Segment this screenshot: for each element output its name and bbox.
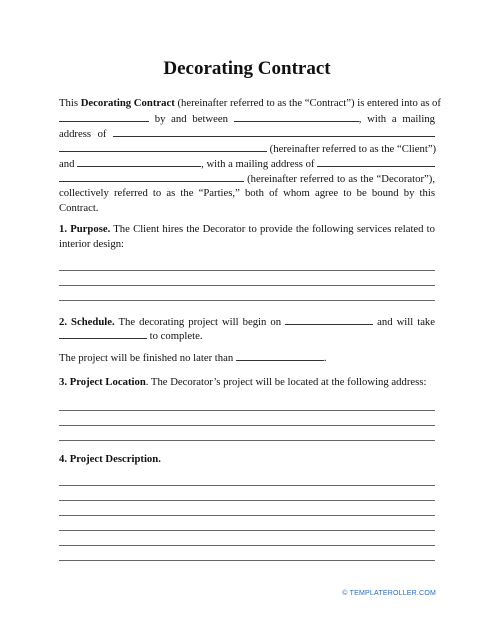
decorator-address-field[interactable] <box>317 156 435 167</box>
purpose-heading: 1. Purpose. <box>59 223 111 235</box>
schedule-line-3: The project will be finished no later than . <box>59 352 327 364</box>
purpose-line-2: interior design: <box>59 238 125 250</box>
schedule-line-1: 2. Schedule. The decorating project will begin on and will take <box>59 316 436 328</box>
description-blank-line[interactable] <box>59 500 435 501</box>
purpose-blank-line[interactable] <box>59 285 435 286</box>
footer-watermark[interactable]: © TEMPLATEROLLER.COM <box>342 590 436 597</box>
decorator-name-field[interactable] <box>77 156 201 167</box>
intro-line-5: and , with a mailing address of <box>59 156 435 171</box>
intro-line-1: This Decorating Contract (hereinafter referred to as the “Contract”) is entered into as of <box>59 97 441 109</box>
location-heading: 3. Project Location <box>59 376 146 388</box>
location-blank-line[interactable] <box>59 425 435 426</box>
description-line-1 <box>59 452 435 466</box>
intro-line-8: Contract. <box>59 202 99 214</box>
purpose-blank-line[interactable] <box>59 270 435 271</box>
description-heading: 4. Project Description. <box>59 453 161 465</box>
intro-line-7: collectively referred to as the “Parties,” both of whom agree to be bound by this <box>59 187 435 199</box>
client-address-field-2[interactable] <box>59 141 267 152</box>
client-address-field[interactable] <box>113 126 435 137</box>
start-date-field[interactable] <box>285 314 373 325</box>
description-blank-line[interactable] <box>59 530 435 531</box>
intro-line-4: (hereinafter referred to as the “Client”) <box>59 141 435 156</box>
description-blank-line[interactable] <box>59 560 435 561</box>
description-blank-line[interactable] <box>59 515 435 516</box>
date-field[interactable] <box>59 111 149 122</box>
document-title: Decorating Contract <box>163 58 331 79</box>
schedule-line-2: to complete. <box>59 328 435 343</box>
description-blank-line[interactable] <box>59 545 435 546</box>
intro-line-3: address of <box>59 126 435 141</box>
intro-line-2: by and between , with a mailing <box>59 111 435 126</box>
location-blank-line[interactable] <box>59 440 435 441</box>
duration-field[interactable] <box>59 328 147 339</box>
client-name-field[interactable] <box>234 111 359 122</box>
location-blank-line[interactable] <box>59 410 435 411</box>
end-date-field[interactable] <box>236 350 324 361</box>
purpose-blank-line[interactable] <box>59 300 435 301</box>
schedule-heading: 2. Schedule. <box>59 316 115 328</box>
location-line-1: 3. Project Location. The Decorator’s project will be located at the following address: <box>59 376 427 388</box>
description-blank-line[interactable] <box>59 485 435 486</box>
intro-line-6: (hereinafter referred to as the “Decorator”), <box>59 171 435 186</box>
purpose-line-1: 1. Purpose. The Client hires the Decorator to provide the following services related to <box>59 223 435 235</box>
decorator-address-field-2[interactable] <box>59 171 244 182</box>
contract-name: Decorating Contract <box>80 97 175 109</box>
